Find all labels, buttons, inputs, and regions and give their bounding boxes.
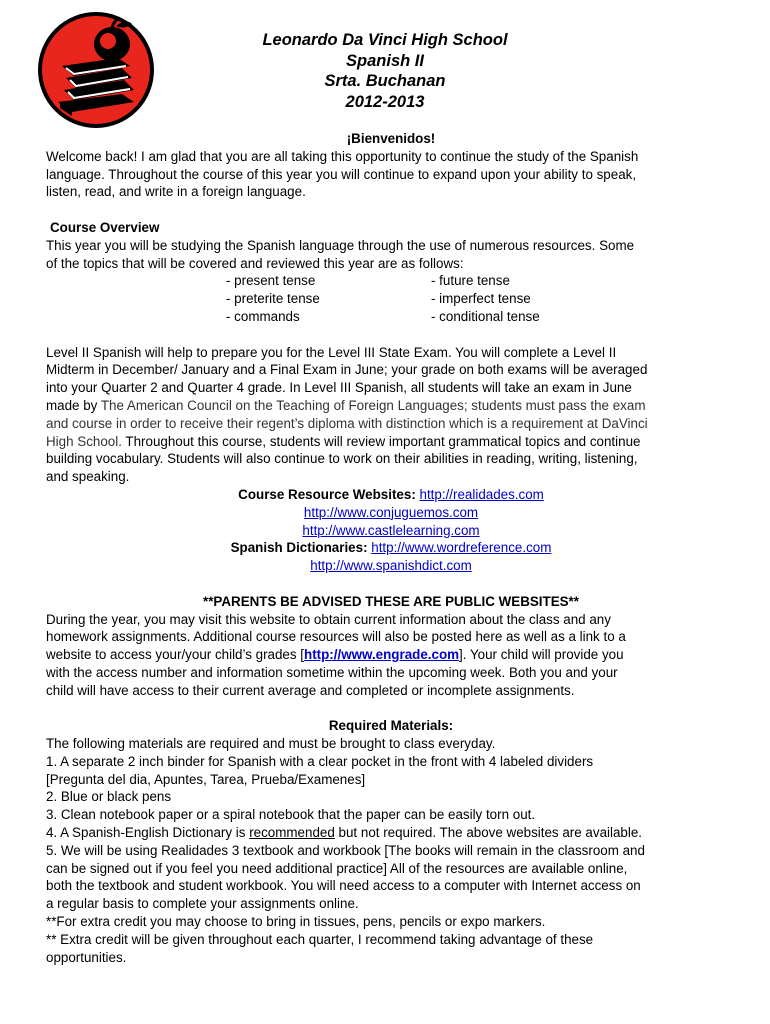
- materials-text: 4. A Spanish-English Dictionary is: [46, 825, 250, 841]
- level-paragraph-line: into your Quarter 2 and Quarter 4 grade. In Level III Spanish, all students will take an exam in June: [46, 380, 632, 396]
- link-realidades[interactable]: http://realidades.com: [419, 486, 544, 502]
- topic-item: - future tense: [431, 273, 510, 289]
- topic-item: - imperfect tense: [431, 291, 531, 307]
- welcome-title: ¡Bienvenidos!: [346, 131, 436, 146]
- parents-text: website to access your/your child’s grades [: [46, 647, 305, 663]
- welcome-line: language. Throughout the course of this year you will continue to expand upon your ability to speak,: [46, 166, 637, 182]
- materials-line: can be signed out if you feel you need additional practice] All of the resources are available online,: [46, 860, 628, 876]
- link-conjuguemos[interactable]: http://www.conjuguemos.com: [303, 504, 479, 520]
- materials-line: 3. Clean notebook paper or a spiral notebook that the paper can be easily torn out.: [46, 807, 536, 823]
- school-year: 2012-2013: [345, 92, 425, 111]
- materials-line: 1. A separate 2 inch binder for Spanish with a clear pocket in the front with 4 labeled dividers: [46, 753, 594, 769]
- actfl-name: The American Council on the Teaching of Foreign Languages; students must pass the exam: [100, 397, 646, 413]
- welcome-line: listen, read, and write in a foreign language.: [46, 184, 306, 200]
- link-engrade[interactable]: http://www.engrade.com: [304, 647, 460, 663]
- level-paragraph-line: [46, 433, 736, 451]
- level-paragraph-line: building vocabulary. Students will also continue to work on their abilities in reading, writing, listening,: [46, 451, 638, 467]
- parents-line: homework assignments. Additional course resources will also be posted here as well as a link to a: [46, 629, 626, 645]
- websites-label: Course Resource Websites:: [238, 486, 416, 502]
- school-name: Leonardo Da Vinci High School: [262, 31, 508, 49]
- parents-title: **PARENTS BE ADVISED THESE ARE PUBLIC WEBSITES**: [203, 593, 579, 609]
- level-paragraph-line: and course in order to receive their regent’s diploma with distinction which is a requirement at DaVinci: [46, 415, 648, 431]
- document-body: [46, 130, 736, 966]
- topic-item: - conditional tense: [431, 308, 540, 324]
- overview-line: This year you will be studying the Spanish language through the use of numerous resources. Some: [46, 237, 635, 253]
- teacher-name: Srta. Buchanan: [324, 72, 446, 90]
- resource-line: [46, 504, 736, 522]
- level-paragraph-line: Level II Spanish will help to prepare you for the Level III State Exam. You will complete a Level II: [46, 344, 617, 360]
- parents-text: ]. Your child will provide you: [459, 647, 624, 663]
- course-name: Spanish II: [346, 51, 424, 70]
- link-wordreference[interactable]: http://www.wordreference.com: [371, 540, 552, 556]
- materials-line: [Pregunta del dia, Apuntes, Tarea, Prueba/Examenes]: [46, 771, 366, 787]
- materials-line: ** Extra credit will be given throughout each quarter, I recommend taking advantage of these: [46, 931, 594, 947]
- parents-line: child will have access to their current average and completed or incomplete assignments.: [46, 682, 575, 698]
- apple-books-logo-icon: [38, 10, 154, 130]
- materials-title: Required Materials:: [328, 718, 454, 734]
- level-text: made by: [46, 397, 101, 413]
- materials-text: but not required. The above websites are available.: [334, 825, 642, 841]
- materials-line: **For extra credit you may choose to bring in tissues, pens, pencils or expo markers.: [46, 914, 546, 930]
- topic-item: - commands: [226, 308, 300, 324]
- overview-title: Course Overview: [50, 219, 160, 235]
- level-paragraph-line: and speaking.: [46, 469, 130, 485]
- resource-websites: [46, 486, 736, 504]
- dictionaries-label: Spanish Dictionaries:: [230, 540, 368, 556]
- materials-line: 5. We will be using Realidades 3 textbook and workbook [The books will remain in the classroom and: [46, 842, 645, 858]
- welcome-line: Welcome back! I am glad that you are all taking this opportunity to continue the study of the Spanish: [46, 148, 639, 164]
- materials-line: a regular basis to complete your assignments online.: [46, 896, 359, 912]
- link-castlelearning[interactable]: http://www.castlelearning.com: [302, 522, 480, 538]
- resource-line: [46, 557, 736, 575]
- topic-item: - preterite tense: [226, 291, 320, 307]
- document-header: [230, 30, 540, 112]
- materials-line: The following materials are required and must be brought to class everyday.: [46, 736, 496, 752]
- recommended-word: recommended: [249, 825, 335, 841]
- materials-line: both the textbook and student workbook. You will need access to a computer with Internet access on: [46, 878, 641, 894]
- topic-item: - present tense: [226, 273, 316, 289]
- parents-line: with the access number and information sometime within the upcoming week. Both you and your: [46, 664, 618, 680]
- parents-line: During the year, you may visit this website to obtain current information about the class and any: [46, 611, 611, 627]
- link-spanishdict[interactable]: http://www.spanishdict.com: [310, 558, 472, 574]
- materials-line: 2. Blue or black pens: [46, 789, 172, 805]
- parents-line: [46, 646, 736, 664]
- resource-line: [46, 522, 736, 540]
- level-paragraph-line: [46, 397, 736, 415]
- level-text: Throughout this course, students will review important grammatical topics and continue: [121, 433, 641, 449]
- topic-list: [46, 272, 736, 325]
- dictionary-websites: [46, 539, 736, 557]
- school-ref: High School.: [46, 433, 122, 449]
- overview-line: of the topics that will be covered and reviewed this year are as follows:: [46, 255, 464, 271]
- level-paragraph-line: Midterm in December/ January and a Final Exam in June; your grade on both exams will be averaged: [46, 362, 648, 378]
- materials-line: opportunities.: [46, 949, 127, 965]
- materials-line: [46, 824, 736, 842]
